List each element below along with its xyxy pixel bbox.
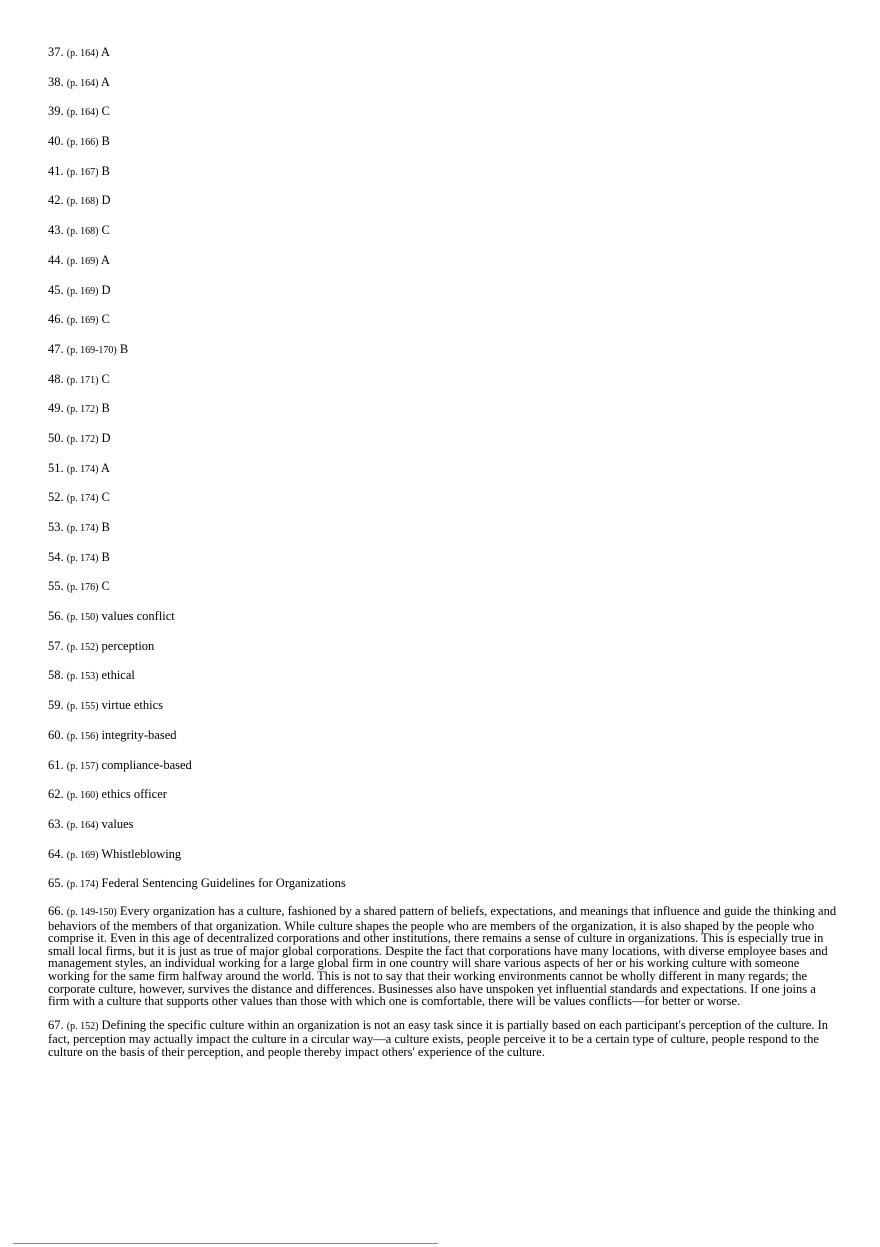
essay-answer-list [48, 905, 838, 1059]
essay-answer [48, 905, 838, 1008]
question-number: 48. [48, 371, 64, 386]
answer-row [48, 549, 838, 565]
question-number: 46. [48, 312, 64, 327]
answer-text: C [101, 223, 110, 238]
question-number: 59. [48, 698, 64, 713]
answer-row [48, 638, 838, 654]
question-number: 54. [48, 549, 64, 564]
short-answer-list [48, 44, 838, 891]
answer-text: D [101, 193, 111, 208]
answer-row [48, 192, 838, 208]
answer-row [48, 252, 838, 268]
page-reference: (p. 176) [66, 582, 99, 594]
question-number: 61. [48, 757, 64, 772]
answer-text: B [101, 520, 110, 534]
page-reference: (p. 174) [66, 463, 99, 475]
answer-row [48, 282, 838, 298]
question-number: 66. [48, 903, 64, 918]
answer-row [48, 44, 838, 60]
page-reference: (p. 169) [66, 315, 99, 327]
answer-row [48, 875, 838, 891]
answer-text: A [100, 252, 110, 267]
answer-row [48, 311, 838, 327]
question-number: 55. [48, 579, 64, 594]
answer-row [48, 103, 838, 119]
question-number: 39. [48, 104, 64, 119]
question-number: 37. [48, 45, 64, 59]
answer-text: B [101, 401, 110, 416]
answer-row [48, 727, 838, 743]
page-reference: (p. 149-150) [66, 906, 117, 918]
question-number: 53. [48, 520, 64, 534]
question-number: 52. [48, 490, 64, 505]
page-reference: (p. 169-170) [66, 344, 117, 356]
answer-text: D [101, 282, 111, 297]
question-number: 40. [48, 134, 64, 149]
page-reference: (p. 164) [66, 819, 99, 831]
question-number: 45. [48, 282, 64, 297]
page-reference: (p. 152) [66, 641, 99, 653]
answer-text: B [101, 134, 110, 149]
answer-text: D [101, 430, 111, 445]
page-reference: (p. 150) [66, 612, 99, 624]
answer-row [48, 74, 838, 90]
essay-text: Defining the specific culture within an organization is not an easy task since it is partially based on each participant's perception of the culture. In fact, perception may actually impact the culture in a circular way—a culture exists, people perceive it to be a certain type of culture, people respond to the culture on the basis of their perception, and people thereby impact others' experience of the culture. [48, 1017, 828, 1059]
answer-row [48, 757, 838, 773]
answer-text: ethical [101, 668, 135, 683]
answer-row [48, 816, 838, 832]
page-reference: (p. 172) [66, 433, 99, 445]
answer-text: A [100, 45, 110, 59]
footer-divider [13, 1243, 438, 1244]
page-reference: (p. 174) [66, 493, 99, 505]
page-reference: (p. 174) [66, 523, 99, 534]
page-reference: (p. 174) [66, 879, 99, 891]
answer-row [48, 163, 838, 179]
page-reference: (p. 174) [66, 552, 99, 564]
page-reference: (p. 152) [66, 1020, 99, 1032]
answer-text: integrity-based [101, 727, 177, 742]
answer-text: values conflict [101, 609, 175, 624]
question-number: 60. [48, 727, 64, 742]
answer-text: values [101, 816, 134, 831]
answer-row [48, 222, 838, 238]
answer-row [48, 519, 838, 535]
question-number: 64. [48, 846, 64, 861]
question-number: 58. [48, 668, 64, 683]
page-reference: (p. 172) [66, 404, 99, 416]
answer-row [48, 400, 838, 416]
question-number: 51. [48, 460, 64, 475]
answer-row [48, 578, 838, 594]
answer-text: Federal Sentencing Guidelines for Organizations [101, 876, 346, 891]
answer-text: perception [101, 638, 155, 653]
essay-answer [48, 1019, 838, 1059]
answer-row [48, 697, 838, 713]
question-number: 41. [48, 163, 64, 178]
question-number: 47. [48, 341, 64, 356]
answer-row [48, 489, 838, 505]
answer-text: B [101, 549, 110, 564]
question-number: 65. [48, 876, 64, 891]
answer-row [48, 430, 838, 446]
question-number: 44. [48, 252, 64, 267]
question-number: 57. [48, 638, 64, 653]
answer-row [48, 133, 838, 149]
answer-key-page [48, 44, 838, 1069]
question-number: 42. [48, 193, 64, 208]
question-number: 67. [48, 1017, 64, 1032]
page-reference: (p. 168) [66, 226, 99, 238]
page-reference: (p. 167) [66, 166, 99, 178]
answer-text: virtue ethics [101, 698, 163, 713]
page-reference: (p. 164) [66, 77, 99, 89]
question-number: 62. [48, 787, 64, 802]
essay-text: Every organization has a culture, fashioned by a shared pattern of beliefs, expectations, and meanings that influence and guide the thinking and behaviors of the members of that organization. While culture shapes the people who are members of the organization, it is also shaped by the people who comprise it. Even in this age of decentralized corporations and other institutions, there remains a sense of culture in organizations. This is especially true in small local firms, but it is just as true of major global corporations. Despite the fact that corporations have many locations, with diverse employee bases and management styles, an individual working for a large global firm in one country will share various aspects of her or his working culture with someone working for the same firm halfway around the world. This is not to say that their working environments cannot be wholly different in many regards; the corporate culture, however, survives the distance and differences. Businesses also have unspoken yet influential standards and expectations. If one joins a firm with a culture that supports other values than those with which one is comfortable, there will be values conflicts—for better or worse. [48, 903, 837, 1009]
question-number: 43. [48, 223, 64, 238]
answer-text: C [101, 579, 110, 594]
page-reference: (p. 155) [66, 701, 99, 713]
question-number: 49. [48, 401, 64, 416]
page-reference: (p. 153) [66, 671, 99, 683]
answer-text: A [100, 460, 110, 475]
answer-text: A [100, 74, 110, 89]
question-number: 38. [48, 74, 64, 89]
page-reference: (p. 169) [66, 285, 99, 297]
page-reference: (p. 171) [66, 374, 99, 386]
answer-text: C [101, 104, 110, 119]
answer-row [48, 608, 838, 624]
answer-text: C [101, 312, 110, 327]
answer-row [48, 460, 838, 476]
page-reference: (p. 157) [66, 760, 99, 772]
page-reference: (p. 160) [66, 790, 99, 802]
page-reference: (p. 166) [66, 137, 99, 149]
page-reference: (p. 169) [66, 849, 99, 861]
answer-row [48, 667, 838, 683]
answer-text: Whistleblowing [101, 846, 182, 861]
answer-row [48, 786, 838, 802]
question-number: 50. [48, 430, 64, 445]
answer-row [48, 371, 838, 387]
answer-text: B [119, 341, 129, 356]
page-reference: (p. 168) [66, 196, 99, 208]
answer-text: C [101, 371, 110, 386]
answer-text: compliance-based [101, 757, 192, 772]
page-reference: (p. 156) [66, 730, 99, 742]
question-number: 56. [48, 609, 64, 624]
answer-row [48, 846, 838, 862]
answer-text: C [101, 490, 110, 505]
answer-text: B [101, 163, 110, 178]
answer-text: ethics officer [101, 787, 167, 802]
page-reference: (p. 169) [66, 255, 99, 267]
question-number: 63. [48, 816, 64, 831]
page-reference: (p. 164) [66, 48, 99, 59]
page-reference: (p. 164) [66, 107, 99, 119]
answer-row [48, 341, 838, 357]
